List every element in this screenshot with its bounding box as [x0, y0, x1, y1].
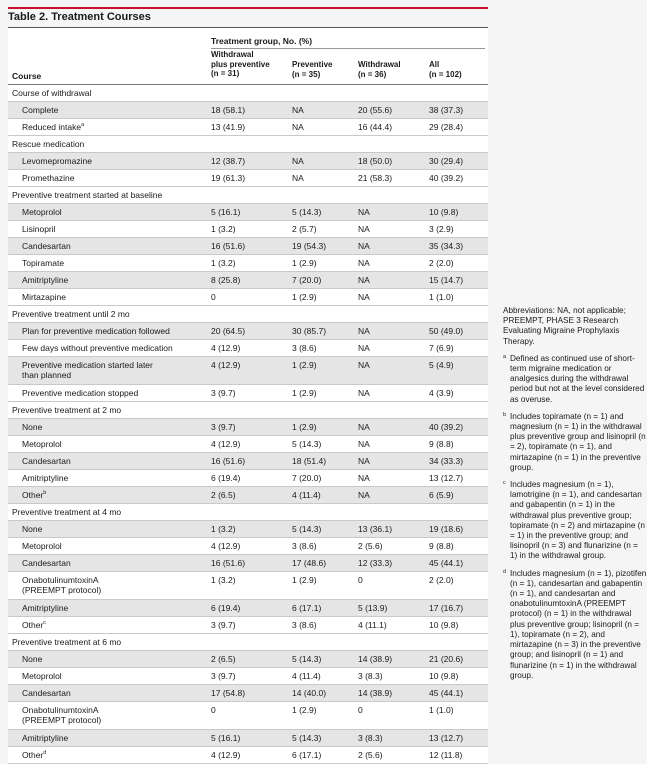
table-cell: 1 (2.9): [292, 422, 317, 432]
table-cell: 16 (44.4): [358, 122, 393, 132]
table-row: [8, 453, 488, 470]
table-cell: 45 (44.1): [429, 688, 464, 698]
table-cell: 2 (5.6): [358, 750, 383, 760]
table-cell: 14 (38.9): [358, 654, 393, 664]
section-label: Preventive treatment until 2 mo: [12, 309, 130, 319]
row-label: Promethazine: [22, 173, 75, 183]
row-label: Complete: [22, 105, 59, 115]
table-row: [8, 153, 488, 170]
table-cell: 0: [211, 292, 216, 302]
table-cell: 1 (2.9): [292, 388, 317, 398]
table-cell: 5 (14.3): [292, 439, 322, 449]
table-cell: 17 (54.8): [211, 688, 246, 698]
table-cell: 1 (2.9): [292, 360, 317, 370]
table-cell: 4 (12.9): [211, 439, 241, 449]
section-row: [8, 402, 488, 419]
table-cell: 34 (33.3): [429, 456, 464, 466]
table-row: [8, 470, 488, 487]
table-cell: NA: [358, 275, 370, 285]
table-cell: 4 (12.9): [211, 343, 241, 353]
table-cell: 7 (20.0): [292, 275, 322, 285]
table-cell: 17 (16.7): [429, 603, 464, 613]
table-cell: 7 (6.9): [429, 343, 454, 353]
table-cell: 10 (9.8): [429, 620, 459, 630]
row-label: Other$^b$: [22, 490, 47, 500]
row-label: Amitriptyline: [22, 275, 69, 285]
table-row: [8, 702, 488, 730]
table-cell: 6 (19.4): [211, 603, 241, 613]
row-label: OnabotulinumtoxinA (PREEMPT protocol): [22, 575, 102, 595]
table-row: [8, 289, 488, 306]
row-label: Preventive medication started later than planned: [22, 360, 153, 380]
table-row: [8, 555, 488, 572]
table-cell: 12 (33.3): [358, 558, 393, 568]
table-cell: 10 (9.8): [429, 207, 459, 217]
table-cell: 3 (2.9): [429, 224, 454, 234]
footnote-marker: d: [43, 750, 47, 757]
table-cell: 2 (5.6): [358, 541, 383, 551]
table-cell: 7 (20.0): [292, 473, 322, 483]
table-row: [8, 323, 488, 340]
row-label: None: [22, 422, 43, 432]
table-cell: 14 (38.9): [358, 688, 393, 698]
row-label: OnabotulinumtoxinA (PREEMPT protocol): [22, 705, 102, 725]
table-cell: 4 (12.9): [211, 541, 241, 551]
table-row: [8, 272, 488, 289]
section-row: [8, 187, 488, 204]
table-cell: NA: [358, 343, 370, 353]
row-label: None: [22, 524, 43, 534]
table-cell: 13 (12.7): [429, 733, 464, 743]
table-cell: 1 (3.2): [211, 575, 236, 585]
table-row: [8, 487, 488, 504]
table-cell: 2 (2.0): [429, 575, 454, 585]
table-cell: 2 (6.5): [211, 490, 236, 500]
table-cell: 5 (16.1): [211, 207, 241, 217]
footnote-text: Defined as continued use of short-term migraine medication or analgesics during the withdrawal period but not at the level considered as overuse.: [510, 353, 645, 404]
table-cell: 8 (25.8): [211, 275, 241, 285]
table-cell: 4 (11.4): [292, 671, 321, 681]
table-cell: 20 (55.6): [358, 105, 393, 115]
table-row: [8, 119, 488, 136]
section-row: [8, 504, 488, 521]
table-cell: 3 (9.7): [211, 671, 236, 681]
table-cell: 12 (38.7): [211, 156, 246, 166]
footnote: c Includes magnesium (n = 1), lamotrigine (n = 1), and candesartan and gabapentin (n = 1) in the withdrawal plus preventive group; topiramate (n = 2) and mirtazapine (n = 1) in the preventive group; and lisinopril (n = 3) and flunarizine (n = 1) in the withdrawal group.: [503, 480, 645, 561]
row-label: Plan for preventive medication followed: [22, 326, 170, 336]
table-cell: NA: [358, 292, 370, 302]
table-cell: 12 (11.8): [429, 750, 463, 760]
table-cell: 2 (5.7): [292, 224, 317, 234]
section-label: Preventive treatment at 6 mo: [12, 637, 122, 647]
table-cell: 3 (8.6): [292, 343, 317, 353]
row-label: Amitriptyline: [22, 603, 69, 613]
table-cell: 9 (8.8): [429, 541, 454, 551]
footnote-marker: b: [43, 490, 47, 497]
table-row: [8, 538, 488, 555]
table-cell: 3 (9.7): [211, 422, 236, 432]
table-cell: 50 (49.0): [429, 326, 464, 336]
section-label: Preventive treatment at 2 mo: [12, 405, 122, 415]
table-cell: NA: [358, 207, 370, 217]
table-cell: 13 (36.1): [358, 524, 393, 534]
group-header-rule: [211, 48, 485, 49]
table-title: Table 2. Treatment Courses: [8, 11, 151, 23]
table-cell: 5 (14.3): [292, 524, 322, 534]
table-cell: 4 (11.4): [292, 490, 321, 500]
table-cell: 20 (64.5): [211, 326, 246, 336]
table-cell: NA: [358, 360, 370, 370]
table-cell: 1 (1.0): [429, 705, 454, 715]
row-label: Levomepromazine: [22, 156, 92, 166]
footnote-marker: a: [81, 122, 85, 129]
table-row: [8, 572, 488, 600]
table-cell: 3 (8.6): [292, 541, 317, 551]
table-cell: 21 (20.6): [429, 654, 464, 664]
row-label: Other$^d$: [22, 750, 47, 760]
table-cell: 5 (14.3): [292, 654, 322, 664]
footnote-text: Includes magnesium (n = 1), pizotifen (n = 1), candesartan and gabapentin (n = 1), and candesartan and onabotulinumtoxinA (PREEMPT protocol) (n = 1) in the withdrawal plus preventive group; lisinopril (n = 1), topiramate (n = 2), and mirtazapine (n = 3) in the preventive group; and lisinopril (n = 1) and flunarizine (n = 1) in the withdrawal group.: [510, 568, 647, 680]
table-cell: 3 (8.3): [358, 671, 383, 681]
table-cell: 15 (14.7): [429, 275, 464, 285]
footnotes: [503, 306, 647, 681]
row-label: Topiramate: [22, 258, 65, 268]
table-cell: 6 (17.1): [292, 603, 322, 613]
table-cell: 30 (85.7): [292, 326, 327, 336]
table-cell: 13 (12.7): [429, 473, 464, 483]
table-cell: 5 (13.9): [358, 603, 388, 613]
table-row: [8, 521, 488, 538]
table-cell: 6 (19.4): [211, 473, 241, 483]
table-cell: 17 (48.6): [292, 558, 327, 568]
table-row: [8, 170, 488, 187]
column-header-all: All (n = 102): [429, 60, 462, 79]
footnote-list: [503, 354, 647, 681]
section-row: [8, 136, 488, 153]
table-cell: 5 (14.3): [292, 733, 322, 743]
table-cell: 38 (37.3): [429, 105, 464, 115]
section-label: Course of withdrawal: [12, 88, 92, 98]
table-cell: 21 (58.3): [358, 173, 393, 183]
row-label: Candesartan: [22, 688, 71, 698]
footnote: d Includes magnesium (n = 1), pizotifen (n = 1), candesartan and gabapentin (n = 1), and candesartan and onabotulinumtoxinA (PREEMPT protocol) (n = 1) in the withdrawal plus preventive group; lisinopril (n = 1), topiramate (n = 2), and mirtazapine (n = 3) in the preventive group; and lisinopril (n = 1) and flunarizine (n = 1) in the withdrawal group.: [503, 568, 647, 680]
course-header: Course: [12, 71, 42, 81]
table-cell: 1 (2.9): [292, 292, 317, 302]
table-cell: 14 (40.0): [292, 688, 327, 698]
table-cell: NA: [358, 439, 370, 449]
table-row: [8, 255, 488, 272]
table-cell: 18 (58.1): [211, 105, 246, 115]
table-row: [8, 651, 488, 668]
table-cell: 35 (34.3): [429, 241, 464, 251]
table-cell: NA: [358, 224, 370, 234]
table-row: [8, 385, 488, 402]
table-cell: 16 (51.6): [211, 456, 246, 466]
table-row: [8, 600, 488, 617]
row-label: Candesartan: [22, 456, 71, 466]
title-rule: [8, 7, 488, 9]
row-label: Amitriptyline: [22, 473, 69, 483]
table-cell: 0: [358, 705, 363, 715]
table-cell: 4 (12.9): [211, 360, 241, 370]
table-cell: 16 (51.6): [211, 241, 246, 251]
table-cell: NA: [358, 241, 370, 251]
table-cell: 6 (17.1): [292, 750, 322, 760]
table-row: [8, 685, 488, 702]
table-row: [8, 436, 488, 453]
table-cell: 4 (12.9): [211, 750, 241, 760]
table-cell: NA: [292, 156, 304, 166]
table-cell: 3 (8.6): [292, 620, 317, 630]
footnote-text: Includes topiramate (n = 1) and magnesium (n = 1) in the withdrawal plus preventive group and lisinopril (n = 2), topiramate (n = 1), and mirtazapine (n = 1) in the preventive group.: [510, 411, 646, 472]
table-cell: 4 (11.1): [358, 620, 387, 630]
footnote: b Includes topiramate (n = 1) and magnesium (n = 1) in the withdrawal plus preventive group and lisinopril (n = 2), topiramate (n = 1), and mirtazapine (n = 1) in the preventive group.: [503, 411, 646, 472]
table-cell: 5 (16.1): [211, 733, 241, 743]
table-cell: 4 (3.9): [429, 388, 454, 398]
section-label: Preventive treatment at 4 mo: [12, 507, 122, 517]
row-label: Amitriptyline: [22, 733, 69, 743]
table-cell: NA: [292, 105, 304, 115]
row-label: Candesartan: [22, 558, 71, 568]
table-cell: 3 (9.7): [211, 388, 236, 398]
row-label: Reduced intake$^a$: [22, 122, 85, 132]
table-cell: NA: [358, 456, 370, 466]
table-cell: 5 (14.3): [292, 207, 322, 217]
table-cell: NA: [358, 258, 370, 268]
table-cell: NA: [292, 122, 304, 132]
section-label: Rescue medication: [12, 139, 85, 149]
table-cell: 0: [358, 575, 363, 585]
table-row: [8, 419, 488, 436]
table-cell: 3 (8.3): [358, 733, 383, 743]
table-row: [8, 221, 488, 238]
table-cell: NA: [358, 326, 370, 336]
table-cell: 1 (3.2): [211, 258, 236, 268]
footnote-text: Includes magnesium (n = 1), lamotrigine (n = 1), and candesartan and gabapentin (n = 1) in the withdrawal plus preventive group; topiramate (n = 2) and mirtazapine (n = 1) in the preventive group; and lisinopril (n = 3) and flunarizine (n = 1) in the withdrawal group.: [510, 480, 645, 561]
table-cell: 40 (39.2): [429, 422, 464, 432]
table-row: [8, 204, 488, 221]
table-cell: 19 (18.6): [429, 524, 464, 534]
footnote: a Defined as continued use of short-term migraine medication or analgesics during the withdrawal period but not at the level considered as overuse.: [503, 353, 645, 404]
table-cell: 18 (50.0): [358, 156, 393, 166]
row-label: Few days without preventive medication: [22, 343, 173, 353]
row-label: Metoprolol: [22, 439, 62, 449]
row-label: Metoprolol: [22, 541, 62, 551]
table-header: [8, 28, 488, 85]
row-label: Mirtazapine: [22, 292, 66, 302]
row-label: Metoprolol: [22, 671, 62, 681]
table-cell: 0: [211, 705, 216, 715]
table-row: [8, 357, 488, 385]
table-cell: 10 (9.8): [429, 671, 459, 681]
table-cell: 13 (41.9): [211, 122, 246, 132]
table-row: [8, 668, 488, 685]
group-header: Treatment group, No. (%): [211, 36, 313, 46]
table-cell: 1 (1.0): [429, 292, 454, 302]
table-cell: NA: [358, 422, 370, 432]
table-cell: 18 (51.4): [292, 456, 327, 466]
row-label: None: [22, 654, 43, 664]
table-cell: 30 (29.4): [429, 156, 464, 166]
table-cell: NA: [292, 173, 304, 183]
table-cell: 1 (2.9): [292, 258, 317, 268]
table-cell: NA: [358, 388, 370, 398]
table-cell: 3 (9.7): [211, 620, 236, 630]
table-cell: 2 (6.5): [211, 654, 236, 664]
row-label: Candesartan: [22, 241, 71, 251]
column-header-preventive: Preventive (n = 35): [292, 60, 333, 79]
table-cell: 19 (54.3): [292, 241, 327, 251]
table-cell: 1 (2.9): [292, 575, 317, 585]
abbreviations-note: Abbreviations: NA, not applicable; PREEMPT, PHASE 3 Research Evaluating Migraine Prophylaxis Therapy.: [503, 306, 626, 346]
table-row: [8, 340, 488, 357]
table-cell: NA: [358, 473, 370, 483]
row-label: Metoprolol: [22, 207, 62, 217]
table-row: [8, 102, 488, 119]
table-cell: 6 (5.9): [429, 490, 454, 500]
table-row: [8, 238, 488, 255]
table-cell: NA: [358, 490, 370, 500]
row-label: Lisinopril: [22, 224, 56, 234]
table-cell: 1 (3.2): [211, 224, 236, 234]
table-body: [8, 85, 488, 764]
table-cell: 29 (28.4): [429, 122, 464, 132]
table-cell: 2 (2.0): [429, 258, 454, 268]
table-cell: 9 (8.8): [429, 439, 454, 449]
footnote-marker: c: [43, 620, 47, 627]
section-row: [8, 85, 488, 102]
row-label: Other$^c$: [22, 620, 47, 630]
row-label: Preventive medication stopped: [22, 388, 139, 398]
section-row: [8, 634, 488, 651]
table-cell: 1 (3.2): [211, 524, 236, 534]
table-cell: 45 (44.1): [429, 558, 464, 568]
treatment-table: [8, 28, 488, 764]
table-cell: 16 (51.6): [211, 558, 246, 568]
table-cell: 19 (61.3): [211, 173, 246, 183]
column-header-withdrawal-plus-preventive: Withdrawal plus preventive (n = 31): [211, 50, 270, 78]
table-cell: 40 (39.2): [429, 173, 464, 183]
table-row: [8, 730, 488, 747]
table-row: [8, 747, 488, 764]
table-row: [8, 617, 488, 634]
column-header-withdrawal: Withdrawal (n = 36): [358, 60, 401, 79]
section-label: Preventive treatment started at baseline: [12, 190, 163, 200]
table-cell: 5 (4.9): [429, 360, 454, 370]
table-cell: 1 (2.9): [292, 705, 317, 715]
section-row: [8, 306, 488, 323]
